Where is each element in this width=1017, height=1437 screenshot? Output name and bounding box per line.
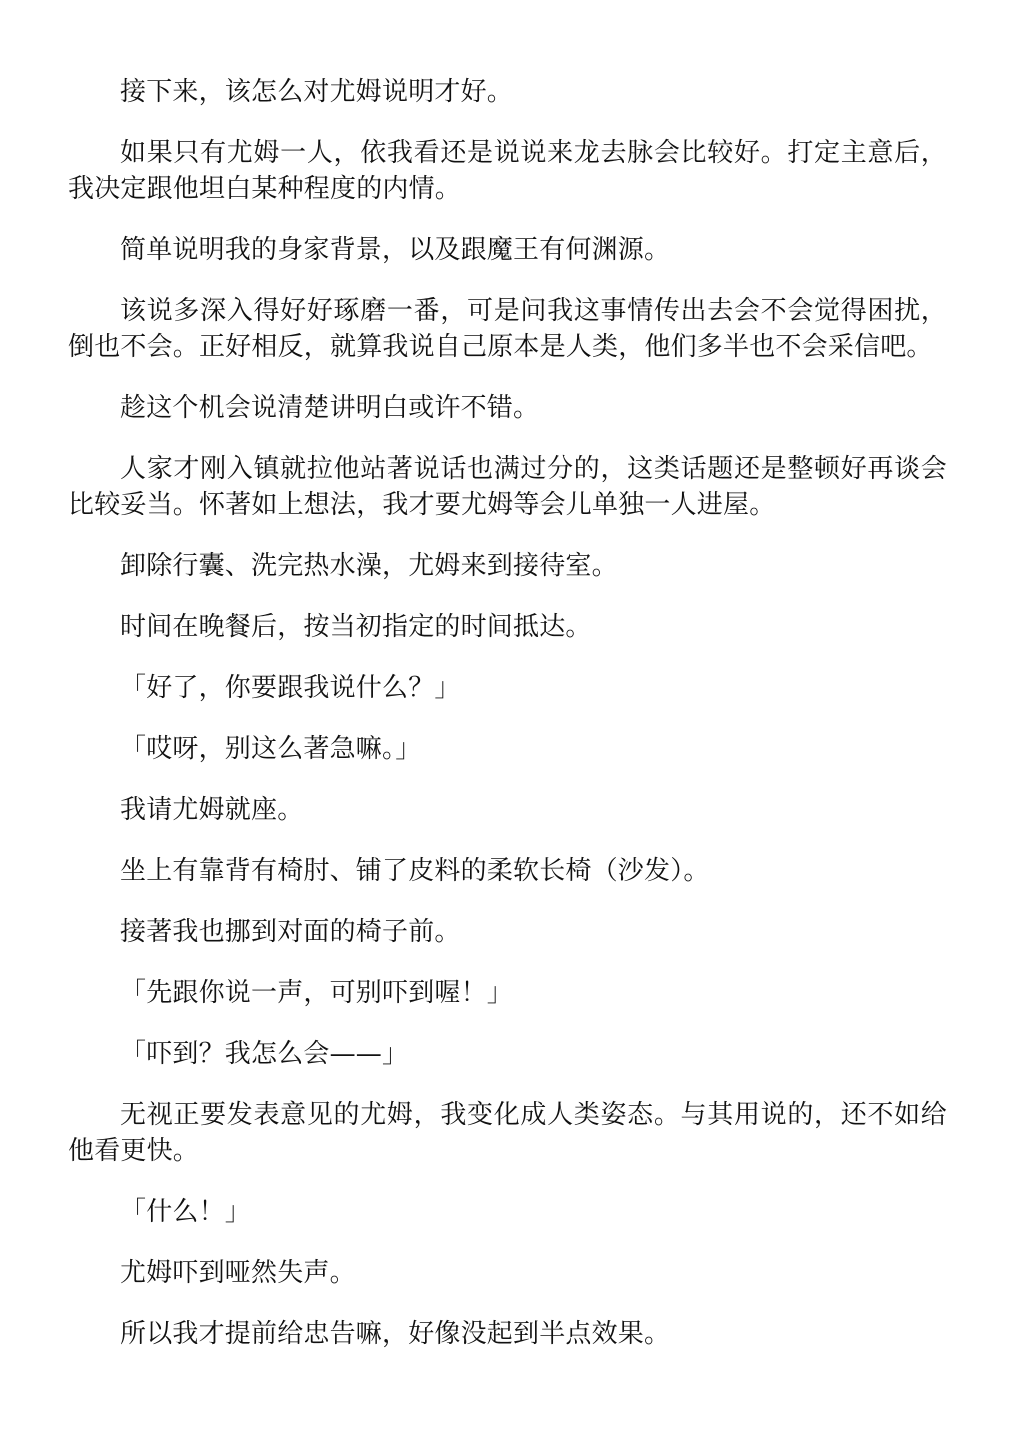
paragraph: 简单说明我的身家背景，以及跟魔王有何渊源。	[120, 235, 671, 265]
dialogue-line: 「吓到？我怎么会——」	[120, 1039, 409, 1069]
paragraph: 坐上有靠背有椅肘、铺了皮料的柔软长椅（沙发）。	[120, 856, 710, 886]
paragraph: 所以我才提前给忠告嘛，好像没起到半点效果。	[120, 1319, 671, 1349]
dialogue-line: 「好了，你要跟我说什么？」	[120, 673, 461, 703]
paragraph: 接著我也挪到对面的椅子前。	[120, 917, 461, 947]
paragraph: 人家才刚入镇就拉他站著说话也满过分的，这类话题还是整顿好再谈会比较妥当。怀著如上想法，我才要尤姆等会儿单独一人进屋。	[68, 454, 947, 520]
paragraph: 时间在晚餐后，按当初指定的时间抵达。	[120, 612, 592, 642]
dialogue-line: 「什么！」	[120, 1197, 252, 1227]
paragraph: 该说多深入得好好琢磨一番，可是问我这事情传出去会不会觉得困扰，倒也不会。正好相反，就算我说自己原本是人类，他们多半也不会采信吧。	[68, 296, 947, 362]
paragraph: 无视正要发表意见的尤姆，我变化成人类姿态。与其用说的，还不如给他看更快。	[68, 1100, 947, 1166]
paragraph: 尤姆吓到哑然失声。	[120, 1258, 356, 1288]
paragraph: 卸除行囊、洗完热水澡，尤姆来到接待室。	[120, 551, 618, 581]
dialogue-line: 「哎呀，别这么著急嘛。」	[120, 734, 422, 764]
paragraph: 如果只有尤姆一人，依我看还是说说来龙去脉会比较好。打定主意后，我决定跟他坦白某种程度的内情。	[68, 138, 947, 204]
dialogue-line: 「先跟你说一声，可别吓到喔！」	[120, 978, 514, 1008]
paragraph: 趁这个机会说清楚讲明白或许不错。	[120, 393, 540, 423]
paragraph: 我请尤姆就座。	[120, 795, 304, 825]
paragraph: 接下来，该怎么对尤姆说明才好。	[120, 77, 514, 107]
